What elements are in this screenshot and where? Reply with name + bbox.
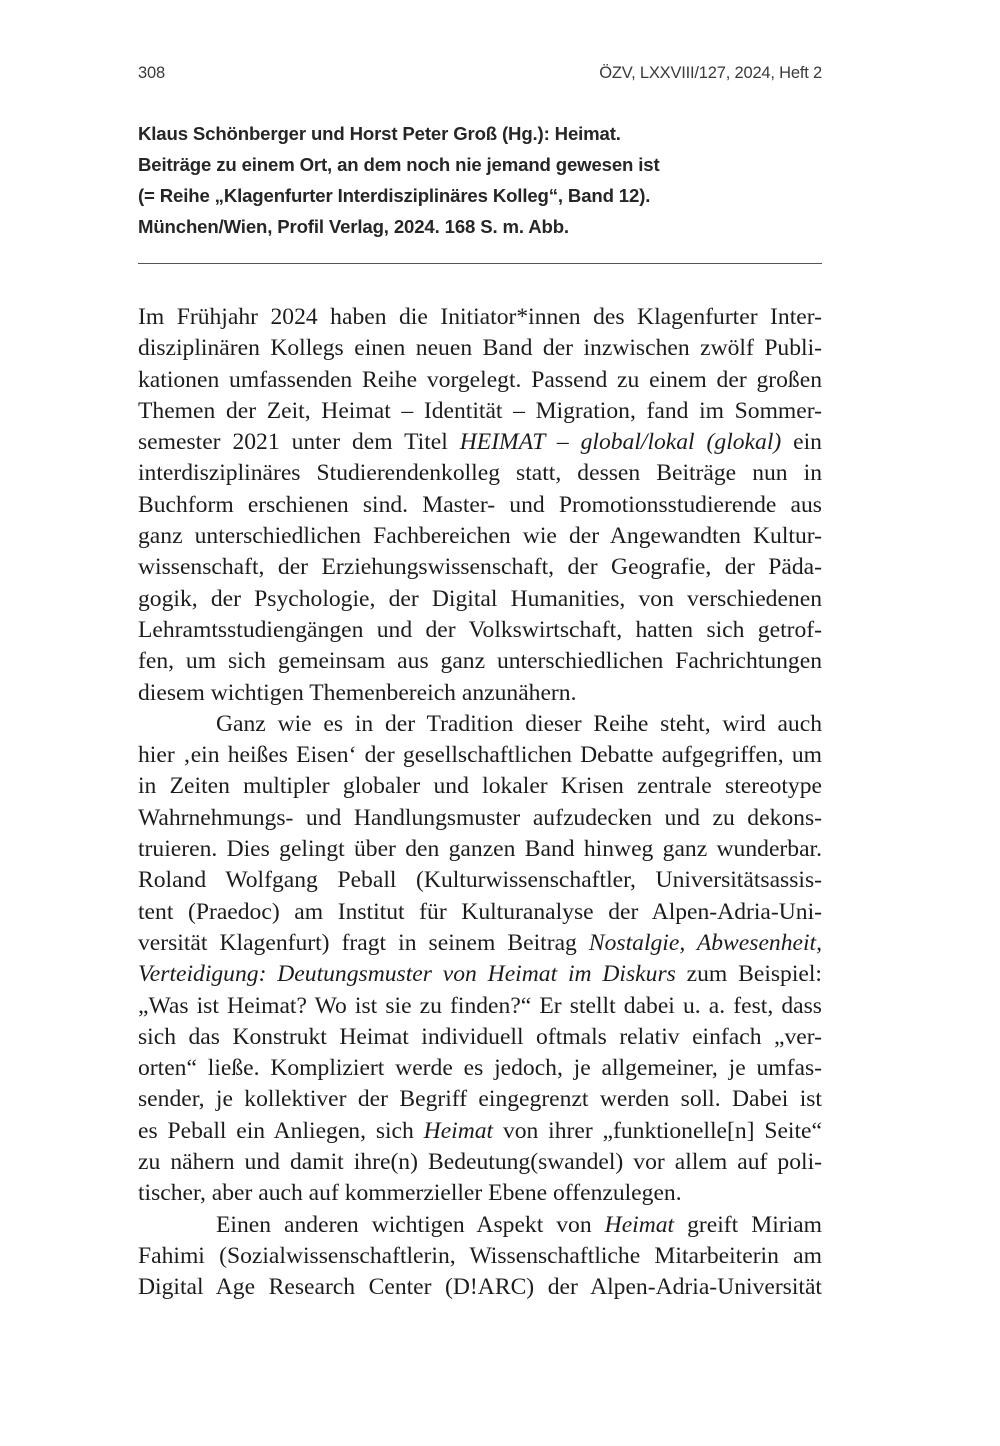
text-run: hier ‚ein heißes Eisen‘ der gesellschaftlichen Debatte aufgegriffen, um [138, 742, 822, 769]
text-line [138, 1084, 822, 1115]
text-line [138, 928, 822, 959]
text-run: kationen umfassenden Reihe vorgelegt. Passend zu einem der großen [138, 366, 822, 393]
horizontal-divider [138, 263, 822, 264]
text-run: Roland Wolfgang Peball (Kulturwissenschaftler, Universitätsassis- [138, 867, 822, 894]
text-run: Fahimi (Sozialwissenschaftlerin, Wissenschaftliche Mitarbeiterin am [138, 1242, 822, 1269]
text-run: ganz unterschiedlichen Fachbereichen wie der Angewandten Kultur- [138, 523, 822, 550]
text-run: zu nähern und damit ihre(n) Bedeutung(swandel) vor allem auf poli- [138, 1149, 822, 1176]
text-line [138, 552, 822, 583]
text-run: Im Frühjahr 2024 haben die Initiator*innen des Klagenfurter Inter- [138, 304, 822, 330]
text-run: tischer, aber auch auf kommerzieller Ebene offenzulegen. [138, 1180, 682, 1207]
text-run: „Was ist Heimat? Wo ist sie zu finden?“ Er stellt dabei u. a. fest, dass [138, 992, 822, 1019]
text-line [138, 897, 822, 928]
text-run: disziplinären Kollegs einen neuen Band der inzwischen zwölf Publi- [138, 335, 822, 362]
italic-title-run: Nostalgie, Abwesenheit, [588, 929, 822, 956]
text-line [138, 1210, 822, 1241]
text-run: orten“ ließe. Kompliziert werde es jedoch, je allgemeiner, je umfas- [138, 1055, 822, 1082]
book-citation-heading [138, 118, 838, 242]
text-run: versität Klagenfurt) fragt in seinem Beitrag [138, 929, 589, 956]
text-line [138, 1178, 822, 1209]
text-line [138, 834, 822, 865]
journal-reference: ÖZV, LXXVIII/127, 2024, Heft 2 [599, 64, 822, 82]
text-run: von ihrer „funktionelle[n] Seite“ [493, 1117, 822, 1144]
text-run: truieren. Dies gelingt über den ganzen Band hinweg ganz wunderbar. [138, 836, 822, 863]
text-run: Themen der Zeit, Heimat – Identität – Migration, fand im Sommer- [138, 397, 822, 424]
citation-line: Beiträge zu einem Ort, an dem noch nie jemand gewesen ist [138, 154, 660, 175]
text-line [138, 991, 822, 1022]
text-line [138, 803, 822, 834]
text-run: Ganz wie es in der Tradition dieser Reihe steht, wird auch [216, 710, 822, 737]
text-line [138, 771, 822, 802]
text-line [138, 490, 822, 521]
text-line [138, 740, 822, 771]
text-line [138, 615, 822, 646]
text-run: diesem wichtigen Themenbereich anzunähern. [138, 679, 577, 706]
text-run: gogik, der Psychologie, der Digital Humanities, von verschiedenen [138, 585, 822, 612]
page-number: 308 [138, 64, 165, 82]
text-run: tent (Praedoc) am Institut für Kulturanalyse der Alpen-Adria-Uni- [138, 898, 822, 925]
text-run: in Zeiten multipler globaler und lokaler Krisen zentrale stereotype [138, 773, 822, 800]
text-run: sich das Konstrukt Heimat individuell oftmals relativ einfach „ver- [138, 1023, 822, 1050]
text-line [138, 1147, 822, 1178]
text-line [138, 458, 822, 489]
text-line [138, 584, 822, 615]
text-line [138, 1116, 822, 1147]
italic-title-run: Verteidigung: Deutungsmuster von Heimat im Diskurs [138, 961, 676, 988]
text-run: ein [781, 429, 822, 456]
text-run: semester 2021 unter dem Titel [138, 429, 460, 456]
italic-title-run: Heimat [604, 1211, 675, 1238]
review-body-text [138, 302, 822, 1304]
text-run: interdisziplinäres Studierendenkolleg statt, dessen Beiträge nun in [138, 460, 822, 487]
text-run: es Peball ein Anliegen, sich [138, 1117, 424, 1144]
review-paragraph [138, 302, 822, 709]
text-line [138, 646, 822, 677]
text-line [138, 1053, 822, 1084]
text-run: greift Miriam [674, 1211, 822, 1238]
text-line [138, 959, 822, 990]
text-run: Einen anderen wichtigen Aspekt von [216, 1211, 605, 1238]
italic-title-run: Heimat [423, 1117, 494, 1144]
text-run: Wahrnehmungs- und Handlungsmuster aufzudecken und zu dekons- [138, 804, 822, 831]
review-paragraph [138, 1210, 822, 1304]
text-line [138, 427, 822, 458]
review-paragraph [138, 709, 822, 1210]
text-line [138, 1022, 822, 1053]
text-line [138, 302, 822, 333]
text-line [138, 1272, 822, 1303]
text-line [138, 396, 822, 427]
text-run: sender, je kollektiver der Begriff eingegrenzt werden soll. Dabei ist [138, 1086, 822, 1113]
text-line [138, 865, 822, 896]
text-line [138, 1241, 822, 1272]
running-head [138, 64, 822, 86]
text-run: Lehramtsstudiengängen und der Volkswirtschaft, hatten sich getrof- [138, 616, 822, 643]
text-run: Buchform erschienen sind. Master- und Promotionsstudierende aus [138, 491, 822, 518]
text-line [138, 333, 822, 364]
text-run: zum Beispiel: [675, 961, 822, 988]
text-run: wissenschaft, der Erziehungswissenschaft, der Geografie, der Päda- [138, 554, 822, 581]
citation-line: München/Wien, Profil Verlag, 2024. 168 S. m. Abb. [138, 216, 569, 237]
citation-line: Klaus Schönberger und Horst Peter Groß (Hg.): Heimat. [138, 123, 621, 144]
text-line [138, 678, 822, 709]
text-run: fen, um sich gemeinsam aus ganz unterschiedlichen Fachrichtungen [138, 648, 822, 675]
citation-line: (= Reihe „Klagenfurter Interdisziplinäres Kolleg“, Band 12). [138, 185, 651, 206]
italic-title-run: HEIMAT – global/lokal (glokal) [459, 429, 782, 456]
text-line [138, 709, 822, 740]
text-run: Digital Age Research Center (D!ARC) der Alpen-Adria-Universität [138, 1274, 822, 1301]
text-line [138, 521, 822, 552]
text-line [138, 365, 822, 396]
